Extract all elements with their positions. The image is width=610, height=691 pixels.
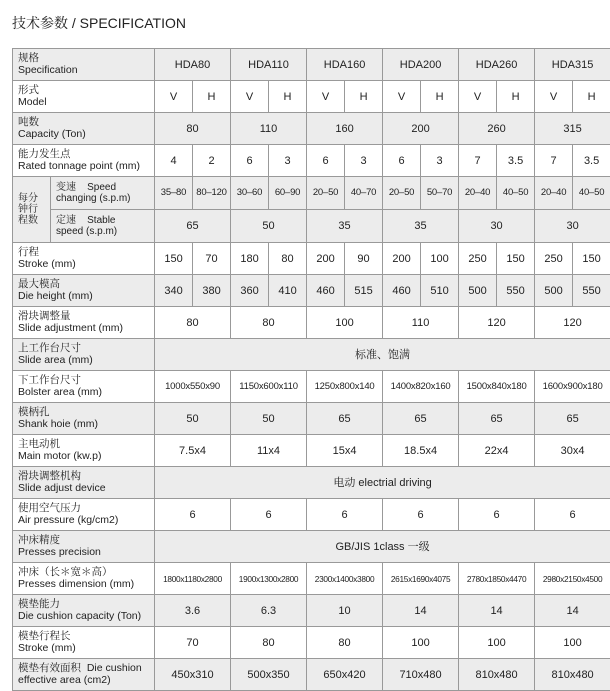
table-cell: 40–50 [573,177,610,210]
table-cell: 150 [497,243,535,275]
table-cell: 50 [231,210,307,243]
table-cell: 410 [269,275,307,307]
row-label: 最大模高 Die height (mm) [13,275,155,307]
table-cell: 40–70 [345,177,383,210]
table-cell: 6 [383,499,459,531]
table-cell: 80 [155,307,231,339]
table-cell: 18.5x4 [383,435,459,467]
table-cell: 60–90 [269,177,307,210]
table-cell: 65 [307,403,383,435]
table-cell: 250 [459,243,497,275]
table-cell: 20–50 [383,177,421,210]
table-cell: 30–60 [231,177,269,210]
table-cell: 80–120 [193,177,231,210]
table-cell: 35–80 [155,177,193,210]
table-cell: 6 [155,499,231,531]
table-cell: 150 [573,243,610,275]
table-row [13,243,610,275]
table-cell: 14 [535,595,610,627]
table-cell: 35 [383,210,459,243]
table-row [13,177,610,210]
spm-group-label: 每分 钟行 程数 [13,177,51,243]
table-cell: 160 [307,113,383,145]
table-cell: 22x4 [459,435,535,467]
spm-group-full-label [0,0,1,1]
row-label: 规格 Specification [13,49,155,81]
table-cell: 30x4 [535,435,610,467]
table-row [13,563,610,595]
table-cell: 340 [155,275,193,307]
table-cell: 35 [307,210,383,243]
table-cell: 30 [535,210,610,243]
table-cell: 1500x840x180 [459,371,535,403]
table-cell: V [383,81,421,113]
sub-row-label: 定速 Stable speed (s.p.m) [51,210,155,243]
table-cell: 100 [383,627,459,659]
table-cell: 40–50 [497,177,535,210]
table-cell: H [497,81,535,113]
table-cell: 2300x1400x3800 [307,563,383,595]
table-cell: 6 [307,499,383,531]
table-cell: 6 [307,145,345,177]
table-cell: 515 [345,275,383,307]
table-cell: 50 [231,403,307,435]
table-cell: 30 [459,210,535,243]
table-cell: V [459,81,497,113]
table-row [13,499,610,531]
table-cell: 100 [535,627,610,659]
table-header-row [13,49,610,81]
table-cell: 3.5 [573,145,610,177]
row-label: 形式 Model [13,81,155,113]
table-cell: 500 [535,275,573,307]
table-cell: 200 [383,113,459,145]
table-row [13,627,610,659]
table-row [13,371,610,403]
table-cell: 2615x1690x4075 [383,563,459,595]
table-cell: 1800x1180x2800 [155,563,231,595]
table-cell: 460 [307,275,345,307]
table-cell: 810x480 [459,659,535,691]
table-cell: 70 [155,627,231,659]
table-cell: 380 [193,275,231,307]
table-cell: 120 [459,307,535,339]
table-cell: 80 [269,243,307,275]
table-cell: 150 [155,243,193,275]
row-label: 模柄孔 Shank hoie (mm) [13,403,155,435]
model-header: HDA160 [307,49,383,81]
row-label: 冲床（长＊宽＊高） Presses dimension (mm) [13,563,155,595]
table-cell: 550 [497,275,535,307]
table-cell: 6 [231,145,269,177]
table-cell: V [155,81,193,113]
table-cell: 3.6 [155,595,231,627]
model-header: HDA260 [459,49,535,81]
table-cell: 80 [155,113,231,145]
table-row [13,81,610,113]
table-cell: 250 [535,243,573,275]
table-cell: 6 [459,499,535,531]
table-cell: 7 [535,145,573,177]
table-cell: 6.3 [231,595,307,627]
row-label: 主电动机 Main motor (kw.p) [13,435,155,467]
table-cell: 65 [155,210,231,243]
table-cell: 20–40 [459,177,497,210]
table-cell: 80 [231,627,307,659]
model-header: HDA80 [155,49,231,81]
sub-row-label: 变速 Speed changing (s.p.m) [51,177,155,210]
row-label: 吨数 Capacity (Ton) [13,113,155,145]
row-label: 使用空气压力 Air pressure (kg/cm2) [13,499,155,531]
table-cell: 1600x900x180 [535,371,610,403]
row-label: 滑块调整量 Slide adjustment (mm) [13,307,155,339]
model-header: HDA200 [383,49,459,81]
table-cell: 120 [535,307,610,339]
table-cell: 电动 electrial driving [155,467,610,499]
table-row [13,307,610,339]
table-cell: 标准、饱满 [155,339,610,371]
table-cell: H [193,81,231,113]
table-row [13,403,610,435]
table-cell: 10 [307,595,383,627]
table-cell: 550 [573,275,610,307]
table-cell: 100 [307,307,383,339]
table-cell: 80 [307,627,383,659]
table-row [13,659,610,691]
table-cell: 450x310 [155,659,231,691]
table-cell: H [345,81,383,113]
row-label: 冲床精度 Presses precision [13,531,155,563]
table-row [13,145,610,177]
table-cell: 510 [421,275,459,307]
table-cell: 100 [421,243,459,275]
table-cell: 90 [345,243,383,275]
table-cell: 100 [459,627,535,659]
table-cell: 20–40 [535,177,573,210]
row-label: 行程 Stroke (mm) [13,243,155,275]
table-cell: 50 [155,403,231,435]
table-cell: 1150x600x110 [231,371,307,403]
table-cell: 14 [383,595,459,627]
table-cell: 1900x1300x2800 [231,563,307,595]
table-cell: 2 [193,145,231,177]
table-cell: 4 [155,145,193,177]
table-cell: 3 [421,145,459,177]
table-cell: 7.5x4 [155,435,231,467]
table-cell: 14 [459,595,535,627]
table-cell: 650x420 [307,659,383,691]
table-cell: 2980x2150x4500 [535,563,610,595]
table-cell: 20–50 [307,177,345,210]
model-header: HDA315 [535,49,610,81]
table-cell: 200 [383,243,421,275]
table-cell: 110 [231,113,307,145]
table-row [13,531,610,563]
row-label: 能力发生点 Rated tonnage point (mm) [13,145,155,177]
table-cell: GB/JIS 1class 一级 [155,531,610,563]
table-row [13,113,610,145]
table-cell: 50–70 [421,177,459,210]
table-cell: 260 [459,113,535,145]
table-cell: 65 [459,403,535,435]
table-cell: 2780x1850x4470 [459,563,535,595]
table-cell: 1250x800x140 [307,371,383,403]
table-cell: 315 [535,113,610,145]
table-cell: 65 [383,403,459,435]
table-cell: 200 [307,243,345,275]
table-cell: V [231,81,269,113]
row-label: 上工作台尺寸 Slide area (mm) [13,339,155,371]
table-cell: 15x4 [307,435,383,467]
page-title: 技术参数 / SPECIFICATION [12,13,186,33]
table-cell: 80 [231,307,307,339]
table-cell: H [269,81,307,113]
table-cell: H [573,81,610,113]
table-row [13,339,610,371]
table-cell: 110 [383,307,459,339]
model-header: HDA110 [231,49,307,81]
table-row [13,435,610,467]
table-cell: 500 [459,275,497,307]
row-label: 模垫有效面积 Die cushion effective area (cm2) [13,659,155,691]
specification-table [12,48,610,691]
table-cell: 1400x820x160 [383,371,459,403]
table-cell: 6 [383,145,421,177]
table-cell: 710x480 [383,659,459,691]
table-row [13,210,610,243]
table-cell: 6 [535,499,610,531]
table-row [13,467,610,499]
table-cell: 7 [459,145,497,177]
row-label: 滑块调整机构 Slide adjust device [13,467,155,499]
table-cell: 70 [193,243,231,275]
table-cell: 3 [345,145,383,177]
table-cell: H [421,81,459,113]
row-label: 模垫能力 Die cushion capacity (Ton) [13,595,155,627]
table-cell: 180 [231,243,269,275]
table-cell: 360 [231,275,269,307]
table-cell: 1000x550x90 [155,371,231,403]
row-label: 模垫行程长 Stroke (mm) [13,627,155,659]
table-row [13,595,610,627]
table-cell: 3.5 [497,145,535,177]
row-label: 下工作台尺寸 Bolster area (mm) [13,371,155,403]
table-row [13,275,610,307]
table-cell: 11x4 [231,435,307,467]
table-cell: 460 [383,275,421,307]
table-cell: 65 [535,403,610,435]
table-cell: 3 [269,145,307,177]
table-cell: 810x480 [535,659,610,691]
table-cell: 6 [231,499,307,531]
table-cell: V [535,81,573,113]
table-cell: V [307,81,345,113]
table-cell: 500x350 [231,659,307,691]
